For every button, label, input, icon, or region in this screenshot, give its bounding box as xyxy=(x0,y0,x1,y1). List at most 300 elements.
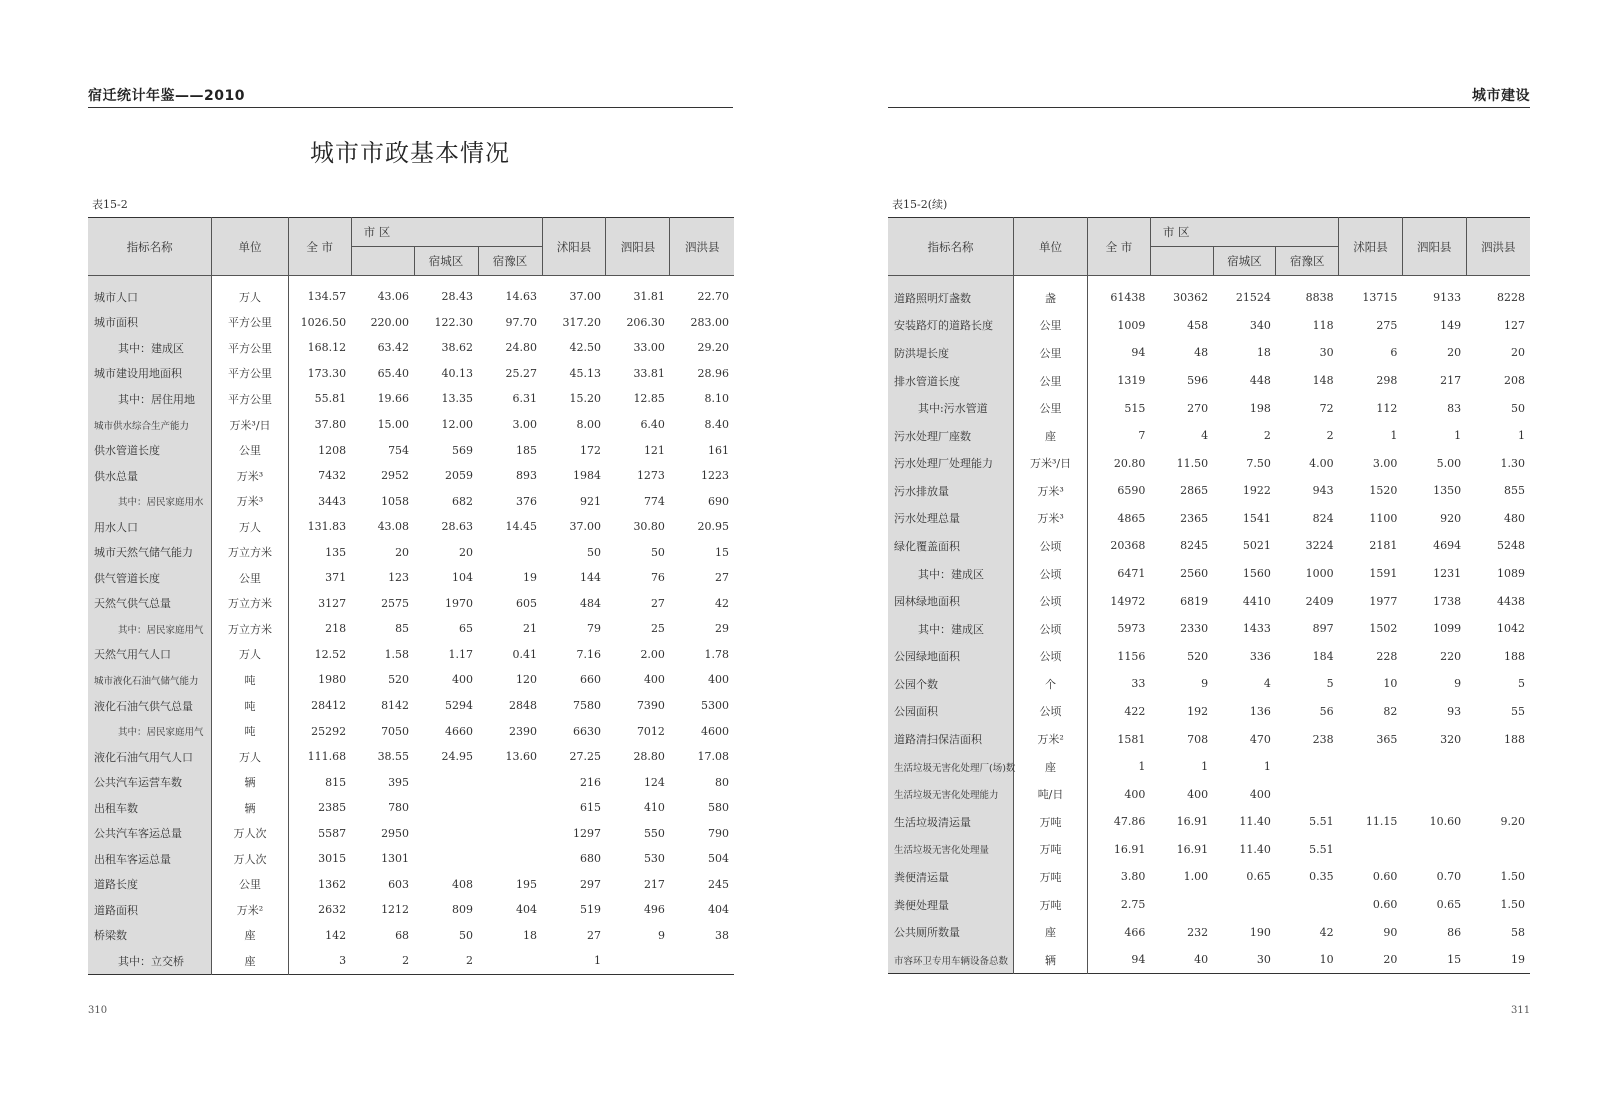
value-cell: 0.60 xyxy=(1372,898,1398,911)
row-label: 其中：建成区 xyxy=(888,615,1014,643)
value-cell: 690 xyxy=(708,494,729,508)
value-cell: 42 xyxy=(715,596,729,610)
row-label: 公共汽车运营车数 xyxy=(88,769,212,795)
row-label: 安装路灯的道路长度 xyxy=(888,312,1014,340)
value-cell: 530 xyxy=(643,852,665,866)
value-cell: 16.91 xyxy=(1176,842,1209,856)
value-cell: 480 xyxy=(1504,511,1525,525)
value-cell: 7432 xyxy=(318,469,347,483)
value-cell: 30 xyxy=(1256,953,1271,967)
value-cell: 448 xyxy=(1249,374,1271,388)
unit-cell: 辆 xyxy=(1014,946,1088,974)
value-cell: 790 xyxy=(708,826,729,840)
value-cell: 5.51 xyxy=(1309,815,1334,829)
unit-cell: 公里 xyxy=(1014,312,1088,340)
value-cell: 121 xyxy=(643,443,665,457)
value-cell: 83 xyxy=(1447,401,1462,415)
value-cell: 50 xyxy=(586,545,601,559)
column-header: 宿城区 xyxy=(1213,247,1276,276)
table-row xyxy=(888,339,1530,367)
value-cell: 336 xyxy=(1249,649,1271,663)
column-header: 泗阳县 xyxy=(1402,218,1466,276)
table-row xyxy=(888,394,1530,422)
page-number: 311 xyxy=(1511,1005,1531,1016)
value-cell: 920 xyxy=(1440,511,1462,525)
table-number: 表15-2 xyxy=(92,198,128,211)
value-cell: 20.80 xyxy=(1113,456,1146,470)
value-cell: 1223 xyxy=(701,469,729,483)
value-cell: 520 xyxy=(1187,649,1209,663)
unit-cell: 平方公里 xyxy=(212,335,288,361)
value-cell: 0.60 xyxy=(1372,870,1398,884)
value-cell: 496 xyxy=(643,903,665,917)
value-cell xyxy=(606,948,670,974)
column-group-header: 市 区 xyxy=(351,218,542,247)
value-cell: 9 xyxy=(657,928,665,942)
value-cell: 14972 xyxy=(1110,594,1146,608)
row-label: 污水排放量 xyxy=(888,477,1014,505)
value-cell: 192 xyxy=(1187,704,1209,718)
value-cell: 605 xyxy=(516,596,537,610)
value-cell: 27 xyxy=(650,596,665,610)
value-cell: 7 xyxy=(1138,429,1146,443)
table-row xyxy=(888,670,1530,698)
value-cell: 484 xyxy=(579,596,601,610)
table-row xyxy=(88,412,734,438)
unit-cell: 万吨 xyxy=(1014,863,1088,891)
row-label: 城市液化石油气储气能力 xyxy=(88,667,212,693)
value-cell: 127 xyxy=(1504,318,1525,332)
value-cell: 55 xyxy=(1511,704,1525,718)
unit-cell: 平方公里 xyxy=(212,310,288,336)
row-label: 其中：居住用地 xyxy=(88,386,212,412)
value-cell: 400 xyxy=(708,673,729,687)
unit-cell: 吨/日 xyxy=(1014,780,1088,808)
value-cell: 30362 xyxy=(1173,291,1209,305)
value-cell xyxy=(1402,836,1466,864)
value-cell: 8245 xyxy=(1180,539,1209,553)
value-cell xyxy=(670,948,734,974)
value-cell: 30.80 xyxy=(633,520,665,534)
value-cell: 28.43 xyxy=(441,290,474,304)
value-cell: 14.45 xyxy=(505,520,537,534)
value-cell: 395 xyxy=(388,775,410,789)
value-cell: 1231 xyxy=(1433,567,1462,581)
value-cell: 2365 xyxy=(1180,511,1209,525)
table-row xyxy=(88,642,734,668)
value-cell: 217 xyxy=(643,877,665,891)
value-cell: 14.63 xyxy=(505,290,537,304)
value-cell: 7012 xyxy=(636,724,665,738)
row-label: 用水人口 xyxy=(88,514,212,540)
value-cell: 37.00 xyxy=(569,290,601,304)
value-cell: 275 xyxy=(1376,318,1398,332)
value-cell: 185 xyxy=(516,443,537,457)
value-cell: 466 xyxy=(1124,925,1146,939)
value-cell: 50 xyxy=(459,928,474,942)
value-cell: 13.35 xyxy=(441,392,474,406)
row-label: 公园绿地面积 xyxy=(888,643,1014,671)
value-cell: 596 xyxy=(1187,374,1209,388)
value-cell: 29 xyxy=(715,622,729,636)
value-cell: 122.30 xyxy=(434,315,474,329)
value-cell: 33.00 xyxy=(633,341,665,355)
table-row xyxy=(88,335,734,361)
table-row xyxy=(88,616,734,642)
value-cell: 40 xyxy=(1194,953,1209,967)
value-cell: 1301 xyxy=(381,852,410,866)
value-cell: 943 xyxy=(1312,484,1334,498)
column-header: 泗洪县 xyxy=(1466,218,1530,276)
row-label: 粪便处理量 xyxy=(888,891,1014,919)
value-cell: 504 xyxy=(708,852,729,866)
value-cell: 90 xyxy=(1383,925,1398,939)
row-label: 液化石油气供气总量 xyxy=(88,693,212,719)
value-cell: 2.00 xyxy=(640,647,665,661)
value-cell xyxy=(1150,891,1213,919)
row-label: 绿化覆盖面积 xyxy=(888,532,1014,560)
table-row xyxy=(888,587,1530,615)
table-row xyxy=(88,948,734,974)
value-cell: 2.75 xyxy=(1120,898,1146,911)
value-cell: 21 xyxy=(523,622,537,636)
column-header: 泗阳县 xyxy=(606,218,670,276)
unit-cell: 平方公里 xyxy=(212,361,288,387)
table-row xyxy=(88,276,734,310)
value-cell: 1273 xyxy=(636,469,665,483)
value-cell: 780 xyxy=(388,801,410,815)
value-cell: 79 xyxy=(586,622,601,636)
value-cell: 20.95 xyxy=(697,520,729,534)
value-cell: 1156 xyxy=(1117,649,1146,663)
value-cell: 33 xyxy=(1131,677,1146,691)
value-cell: 708 xyxy=(1187,732,1209,746)
value-cell: 5587 xyxy=(318,826,347,840)
value-cell: 1.17 xyxy=(448,647,474,661)
value-cell: 754 xyxy=(388,443,410,457)
value-cell xyxy=(1276,753,1339,781)
value-cell: 38.55 xyxy=(377,750,410,764)
value-cell xyxy=(478,846,542,872)
value-cell: 569 xyxy=(452,443,474,457)
value-cell: 4 xyxy=(1263,677,1271,691)
row-label: 桥梁数 xyxy=(88,923,212,949)
value-cell: 206.30 xyxy=(626,315,665,329)
value-cell xyxy=(1276,780,1339,808)
value-cell: 19 xyxy=(523,571,537,585)
value-cell: 603 xyxy=(388,877,410,891)
value-cell: 2 xyxy=(1263,429,1271,443)
row-label: 其中：立交桥 xyxy=(88,948,212,974)
value-cell: 2952 xyxy=(381,469,410,483)
table-row xyxy=(888,367,1530,395)
unit-cell: 座 xyxy=(1014,422,1088,450)
value-cell xyxy=(414,795,478,821)
unit-cell: 万米² xyxy=(1014,725,1088,753)
value-cell: 7390 xyxy=(636,699,665,713)
value-cell: 1 xyxy=(1454,429,1462,443)
value-cell: 217 xyxy=(1440,374,1462,388)
unit-cell: 公顷 xyxy=(1014,698,1088,726)
value-cell: 9133 xyxy=(1433,291,1462,305)
value-cell: 28.80 xyxy=(633,750,665,764)
table-row xyxy=(888,532,1530,560)
row-label: 出租车客运总量 xyxy=(88,846,212,872)
value-cell: 2575 xyxy=(381,596,410,610)
table-row xyxy=(888,780,1530,808)
value-cell: 1026.50 xyxy=(300,315,347,329)
value-cell: 11.50 xyxy=(1176,456,1209,470)
value-cell: 228 xyxy=(1376,649,1398,663)
value-cell: 615 xyxy=(579,801,601,815)
value-cell: 897 xyxy=(1312,622,1334,636)
value-cell: 20 xyxy=(1511,346,1525,360)
value-cell: 38 xyxy=(715,928,729,942)
value-cell: 12.52 xyxy=(314,647,347,661)
table-row xyxy=(88,693,734,719)
table-row xyxy=(88,769,734,795)
value-cell: 124 xyxy=(643,775,665,789)
value-cell: 0.65 xyxy=(1246,870,1271,884)
value-cell: 5021 xyxy=(1242,539,1271,553)
value-cell: 149 xyxy=(1440,318,1462,332)
value-cell: 216 xyxy=(579,775,601,789)
value-cell: 1520 xyxy=(1369,484,1398,498)
value-cell: 410 xyxy=(643,801,665,815)
value-cell xyxy=(1466,753,1530,781)
value-cell: 4410 xyxy=(1242,594,1271,608)
value-cell: 1984 xyxy=(572,469,601,483)
row-label: 供水总量 xyxy=(88,463,212,489)
unit-cell: 个 xyxy=(1014,670,1088,698)
value-cell: 173.30 xyxy=(307,366,347,380)
table-row xyxy=(88,591,734,617)
table-row xyxy=(888,477,1530,505)
statistics-table xyxy=(88,217,734,975)
value-cell: 27 xyxy=(715,571,729,585)
value-cell: 94 xyxy=(1131,346,1146,360)
value-cell: 15 xyxy=(715,545,729,559)
table-row xyxy=(88,488,734,514)
value-cell: 682 xyxy=(452,494,474,508)
value-cell xyxy=(1466,836,1530,864)
unit-cell: 万立方米 xyxy=(212,591,288,617)
value-cell: 31.81 xyxy=(633,290,665,304)
row-label: 城市天然气储气能力 xyxy=(88,539,212,565)
value-cell: 2 xyxy=(466,954,474,968)
value-cell xyxy=(1339,780,1403,808)
value-cell: 1738 xyxy=(1433,594,1462,608)
value-cell: 12.00 xyxy=(441,418,474,431)
value-cell: 422 xyxy=(1124,704,1146,718)
column-header: 指标名称 xyxy=(888,218,1014,276)
column-header-spacer xyxy=(351,247,414,276)
unit-cell: 公顷 xyxy=(1014,560,1088,588)
value-cell: 400 xyxy=(1187,787,1209,801)
row-label: 排水管道长度 xyxy=(888,367,1014,395)
value-cell xyxy=(478,769,542,795)
unit-cell: 吨 xyxy=(212,718,288,744)
value-cell: 20 xyxy=(395,545,410,559)
table-row xyxy=(888,312,1530,340)
value-cell: 19.66 xyxy=(377,392,410,406)
value-cell: 3015 xyxy=(318,852,347,866)
row-label: 道路照明灯盏数 xyxy=(888,276,1014,312)
value-cell: 4.00 xyxy=(1309,456,1334,470)
row-label: 道路长度 xyxy=(88,872,212,898)
row-label: 天然气供气总量 xyxy=(88,591,212,617)
value-cell: 80 xyxy=(715,775,729,789)
value-cell: 0.35 xyxy=(1309,870,1334,884)
table-row xyxy=(88,923,734,949)
row-label: 污水处理总量 xyxy=(888,505,1014,533)
value-cell: 1100 xyxy=(1369,511,1398,525)
value-cell: 58 xyxy=(1511,925,1525,939)
value-cell: 1970 xyxy=(445,596,474,610)
table-row xyxy=(88,386,734,412)
value-cell: 85 xyxy=(395,622,410,636)
unit-cell: 万人 xyxy=(212,276,288,310)
value-cell: 42.50 xyxy=(569,341,601,355)
row-label: 公园面积 xyxy=(888,698,1014,726)
row-label: 其中：居民家庭用水 xyxy=(88,488,212,514)
row-label: 防洪堤长度 xyxy=(888,339,1014,367)
row-label: 污水处理厂处理能力 xyxy=(888,449,1014,477)
value-cell: 188 xyxy=(1504,732,1525,746)
value-cell: 340 xyxy=(1249,318,1271,332)
value-cell: 37.00 xyxy=(569,520,601,534)
value-cell: 5 xyxy=(1326,677,1334,691)
unit-cell: 盏 xyxy=(1014,276,1088,312)
value-cell: 65.40 xyxy=(377,366,410,380)
value-cell: 20 xyxy=(459,545,474,559)
value-cell: 56 xyxy=(1319,704,1334,718)
value-cell: 376 xyxy=(516,494,537,508)
row-label: 公园个数 xyxy=(888,670,1014,698)
value-cell xyxy=(1276,891,1339,919)
value-cell: 82 xyxy=(1383,704,1398,718)
row-label: 生活垃圾清运量 xyxy=(888,808,1014,836)
value-cell: 1591 xyxy=(1369,567,1398,581)
value-cell: 8228 xyxy=(1497,291,1525,305)
unit-cell: 公里 xyxy=(1014,339,1088,367)
value-cell: 2560 xyxy=(1180,567,1209,581)
unit-cell: 万吨 xyxy=(1014,808,1088,836)
value-cell: 68 xyxy=(395,928,410,942)
unit-cell: 辆 xyxy=(212,769,288,795)
value-cell: 2950 xyxy=(381,826,410,840)
value-cell: 1.50 xyxy=(1500,870,1525,884)
value-cell: 1541 xyxy=(1242,511,1271,525)
value-cell: 4 xyxy=(1201,429,1209,443)
table-row xyxy=(88,514,734,540)
value-cell: 519 xyxy=(579,903,601,917)
value-cell: 195 xyxy=(516,877,537,891)
value-cell: 10 xyxy=(1383,677,1398,691)
value-cell: 63.42 xyxy=(377,341,410,355)
value-cell: 3127 xyxy=(318,596,347,610)
value-cell: 50 xyxy=(1511,401,1525,415)
value-cell: 11.40 xyxy=(1239,815,1271,829)
value-cell: 5973 xyxy=(1117,622,1146,636)
value-cell: 8142 xyxy=(381,699,410,713)
value-cell: 270 xyxy=(1187,401,1209,415)
unit-cell: 座 xyxy=(1014,753,1088,781)
row-label: 道路面积 xyxy=(88,897,212,923)
value-cell: 142 xyxy=(325,928,347,942)
value-cell: 1362 xyxy=(318,877,347,891)
value-cell: 144 xyxy=(579,571,601,585)
value-cell: 20 xyxy=(1447,346,1462,360)
value-cell: 148 xyxy=(1312,374,1334,388)
value-cell: 37.80 xyxy=(314,418,347,431)
value-cell: 28.63 xyxy=(441,520,474,534)
value-cell: 1319 xyxy=(1117,374,1146,388)
unit-cell: 公顷 xyxy=(1014,587,1088,615)
table-number: 表15-2(续) xyxy=(892,198,948,211)
table-row xyxy=(88,744,734,770)
value-cell: 2848 xyxy=(509,699,537,713)
value-cell: 40.13 xyxy=(441,366,474,380)
unit-cell: 座 xyxy=(212,948,288,974)
unit-cell: 公里 xyxy=(212,437,288,463)
value-cell: 1000 xyxy=(1305,567,1334,581)
row-label: 天然气用气人口 xyxy=(88,642,212,668)
value-cell: 7050 xyxy=(381,724,410,738)
value-cell: 15.00 xyxy=(377,418,410,431)
row-label: 供气管道长度 xyxy=(88,565,212,591)
row-label: 生活垃圾无害化处理量 xyxy=(888,836,1014,864)
value-cell: 172 xyxy=(579,443,601,457)
column-header: 指标名称 xyxy=(88,218,212,276)
value-cell: 365 xyxy=(1376,732,1398,746)
value-cell: 1.78 xyxy=(704,647,729,661)
value-cell: 2181 xyxy=(1369,539,1398,553)
value-cell: 1980 xyxy=(318,673,347,687)
value-cell: 93 xyxy=(1447,704,1462,718)
value-cell: 13.60 xyxy=(505,750,537,764)
row-label: 其中：建成区 xyxy=(888,560,1014,588)
value-cell: 2865 xyxy=(1180,484,1209,498)
value-cell: 1433 xyxy=(1242,622,1271,636)
table-row xyxy=(88,310,734,336)
value-cell: 238 xyxy=(1312,732,1334,746)
value-cell: 0.41 xyxy=(512,647,537,661)
value-cell: 61438 xyxy=(1110,291,1146,305)
value-cell: 400 xyxy=(1249,787,1271,801)
value-cell: 21524 xyxy=(1235,291,1271,305)
value-cell: 76 xyxy=(650,571,665,585)
value-cell xyxy=(1466,780,1530,808)
value-cell: 55.81 xyxy=(314,392,347,406)
unit-cell: 座 xyxy=(212,923,288,949)
value-cell: 400 xyxy=(1124,787,1146,801)
unit-cell: 万人次 xyxy=(212,820,288,846)
value-cell: 15 xyxy=(1447,953,1462,967)
unit-cell: 万立方米 xyxy=(212,616,288,642)
value-cell: 0.65 xyxy=(1436,898,1462,911)
value-cell: 16.91 xyxy=(1113,842,1146,856)
unit-cell: 万米² xyxy=(212,897,288,923)
value-cell: 320 xyxy=(1440,732,1462,746)
column-header-spacer xyxy=(1150,247,1213,276)
column-header: 宿豫区 xyxy=(478,247,542,276)
value-cell: 400 xyxy=(643,673,665,687)
unit-cell: 万米³ xyxy=(212,463,288,489)
row-label: 道路清扫保洁面积 xyxy=(888,725,1014,753)
value-cell: 774 xyxy=(643,494,665,508)
value-cell: 16.91 xyxy=(1176,815,1209,829)
